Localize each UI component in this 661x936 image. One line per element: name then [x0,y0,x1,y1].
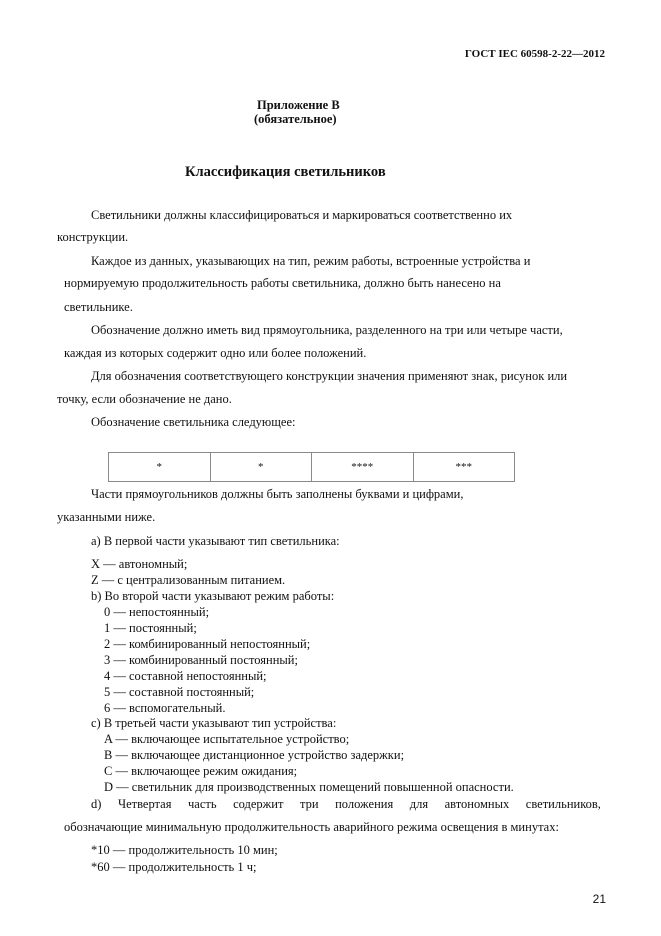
section-title: Классификация светильников [185,164,386,180]
word: для [409,797,429,811]
marking-cell-3: **** [312,453,414,482]
list-item: C — включающее режим ожидания; [104,764,298,778]
list-item: 6 — вспомогательный. [104,701,226,715]
list-item: 5 — составной постоянный; [104,685,255,699]
list-item: B — включающее дистанционное устройство задержки; [104,748,405,762]
marking-row [109,453,515,482]
paragraph-line: обозначающие минимальную продолжительность аварийного режима освещения в минутах: [64,820,559,834]
list-heading-justified [91,797,601,812]
marking-table [108,452,515,482]
paragraph-line: каждая из которых содержит одно или более положений. [64,346,367,360]
paragraph-line: Каждое из данных, указывающих на тип, режим работы, встроенные устройства и [91,254,531,268]
marking-cell-4: *** [413,453,515,482]
word: три [300,797,319,811]
paragraph-line: Части прямоугольников должны быть заполнены буквами и цифрами, [91,487,464,501]
list-item: 1 — постоянный; [104,621,197,635]
marking-cell-1: * [109,453,211,482]
word: светильников, [525,797,601,811]
list-item: X — автономный; [91,557,188,571]
word: Четвертая [117,797,172,811]
word: часть [188,797,217,811]
word: автономных [444,797,510,811]
paragraph-line: Светильники должны классифицироваться и маркироваться соответственно их [91,208,513,222]
list-heading: b) Во второй части указывают режим работы: [91,589,335,603]
list-item: *10 — продолжительность 10 мин; [91,843,278,857]
annex-status: (обязательное) [254,112,337,126]
paragraph-line: конструкции. [57,230,129,244]
list-item: D — светильник для производственных помещений повышенной опасности. [104,780,514,794]
list-item: 2 — комбинированный непостоянный; [104,637,311,651]
word: d) [91,797,102,811]
annex-title: Приложение В [257,98,340,112]
list-heading: a) В первой части указывают тип светильника: [91,534,340,548]
paragraph-line: указанными ниже. [57,510,156,524]
document-header: ГОСТ IEC 60598-2-22—2012 [464,48,605,60]
list-item: *60 — продолжительность 1 ч; [91,860,257,874]
paragraph-line: точку, если обозначение не дано. [57,392,232,406]
word: положения [335,797,394,811]
list-item: Z — с централизованным питанием. [91,573,286,587]
paragraph-line: Обозначение светильника следующее: [91,415,296,429]
list-item: A — включающее испытательное устройство; [104,732,350,746]
list-item: 3 — комбинированный постоянный; [104,653,298,667]
paragraph-line: нормируемую продолжительность работы светильника, должно быть нанесено на [64,276,501,290]
list-item: 0 — непостоянный; [104,605,210,619]
paragraph-line: Обозначение должно иметь вид прямоугольника, разделенного на три или четыре части, [91,323,563,337]
list-heading: c) В третьей части указывают тип устройства: [91,716,337,730]
list-item: 4 — составной непостоянный; [104,669,267,683]
marking-cell-2: * [210,453,312,482]
word: содержит [233,797,284,811]
paragraph-line: Для обозначения соответствующего конструкции значения применяют знак, рисунок или [91,369,568,383]
paragraph-line: светильнике. [64,300,133,314]
page-number: 21 [592,892,606,906]
